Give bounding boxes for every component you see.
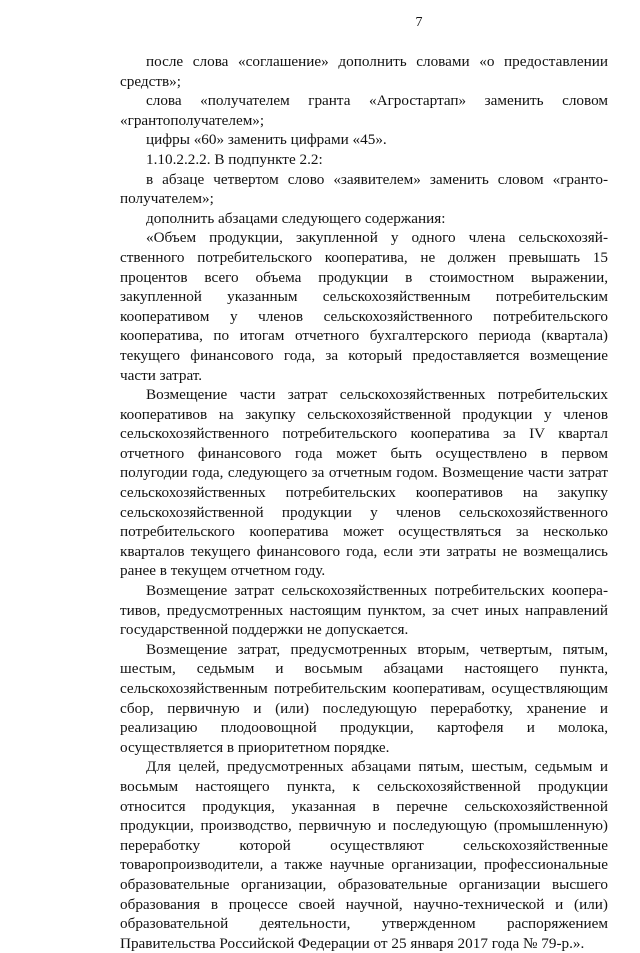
paragraph-8: Возмещение части затрат сельскохозяйственных потребительских кооперативов на закупку сельскохозяйственной продукции у членов сельскохозяйственного потребительского кооператива за IV квартал отчетного финансового года может быть осуществлено в первом полугодии года, следующего за отчетным годом. Возмещение части затрат сельскохозяйственных потребительских кооперативов на закупку сельскохозяйственной продукции у членов сельскохозяйственного потребительского кооператива может осуществляться за несколько кварталов текущего финансового года, если эти затраты не возмещались ранее в текущем отчетном году.	[120, 386, 608, 580]
paragraph-1: после слова «соглашение» дополнить словами «о предоставлении средств»;	[120, 53, 608, 90]
paragraph-5: в абзаце четвертом слово «заявителем» заменить словом «грантополучателем»;	[120, 170, 608, 208]
paragraph-6: дополнить абзацами следующего содержания:	[146, 209, 446, 227]
paragraph-4: 1.10.2.2.2. В подпункте 2.2:	[146, 150, 323, 168]
page-number: 7	[415, 15, 423, 30]
document-body	[120, 52, 608, 953]
paragraph-7: «Объем продукции, закупленной у одного члена сельскохозяйственного потребительского кооператива, не должен превышать 15 процентов всего объема продукции в стоимостном выражении, закупленной указанным сельскохозяйственным потребительским кооперативом у членов сельскохозяйственного потребительского кооператива, по итогам отчетного бухгалтерского периода (квартала) текущего финансового года, за который предоставляется возмещение части затрат.	[120, 229, 608, 384]
paragraph-11: Для целей, предусмотренных абзацами пятым, шестым, седьмым и восьмым настоящего пункта, к сельскохозяйственной продукции относится продукция, указанная в перечне сельскохозяйственной продукции, производство, первичную и последующую (промышленную) переработку которой осуществляют сельскохозяйственные товаропроизводители, а также научные организации, профессиональные образовательные организации, образовательные организации высшего образования в процессе своей научной, научно-технической и (или) образовательной деятельности, утвержденном распоряжением Правительства Российской Федерации от 25 января 2017 года № 79-р.».	[120, 758, 608, 952]
paragraph-10: Возмещение затрат, предусмотренных вторым, четвертым, пятым, шестым, седьмым и восьмым абзацами настоящего пункта, сельскохозяйственным потребительским кооперативам, осуществляющим сбор, первичную и (или) последующую переработку, хранение и реализацию плодоовощной продукции, картофеля и молока, осуществляется в приоритетном порядке.	[120, 640, 608, 756]
paragraph-9: Возмещение затрат сельскохозяйственных потребительских кооперативов, предусмотренных настоящим пунктом, за счет иных направлений государственной поддержки не допускается.	[120, 582, 608, 639]
paragraph-3: цифры «60» заменить цифрами «45».	[146, 131, 387, 149]
paragraph-2: слова «получателем гранта «Агростартап» заменить словом «грантополучателем»;	[120, 92, 608, 129]
